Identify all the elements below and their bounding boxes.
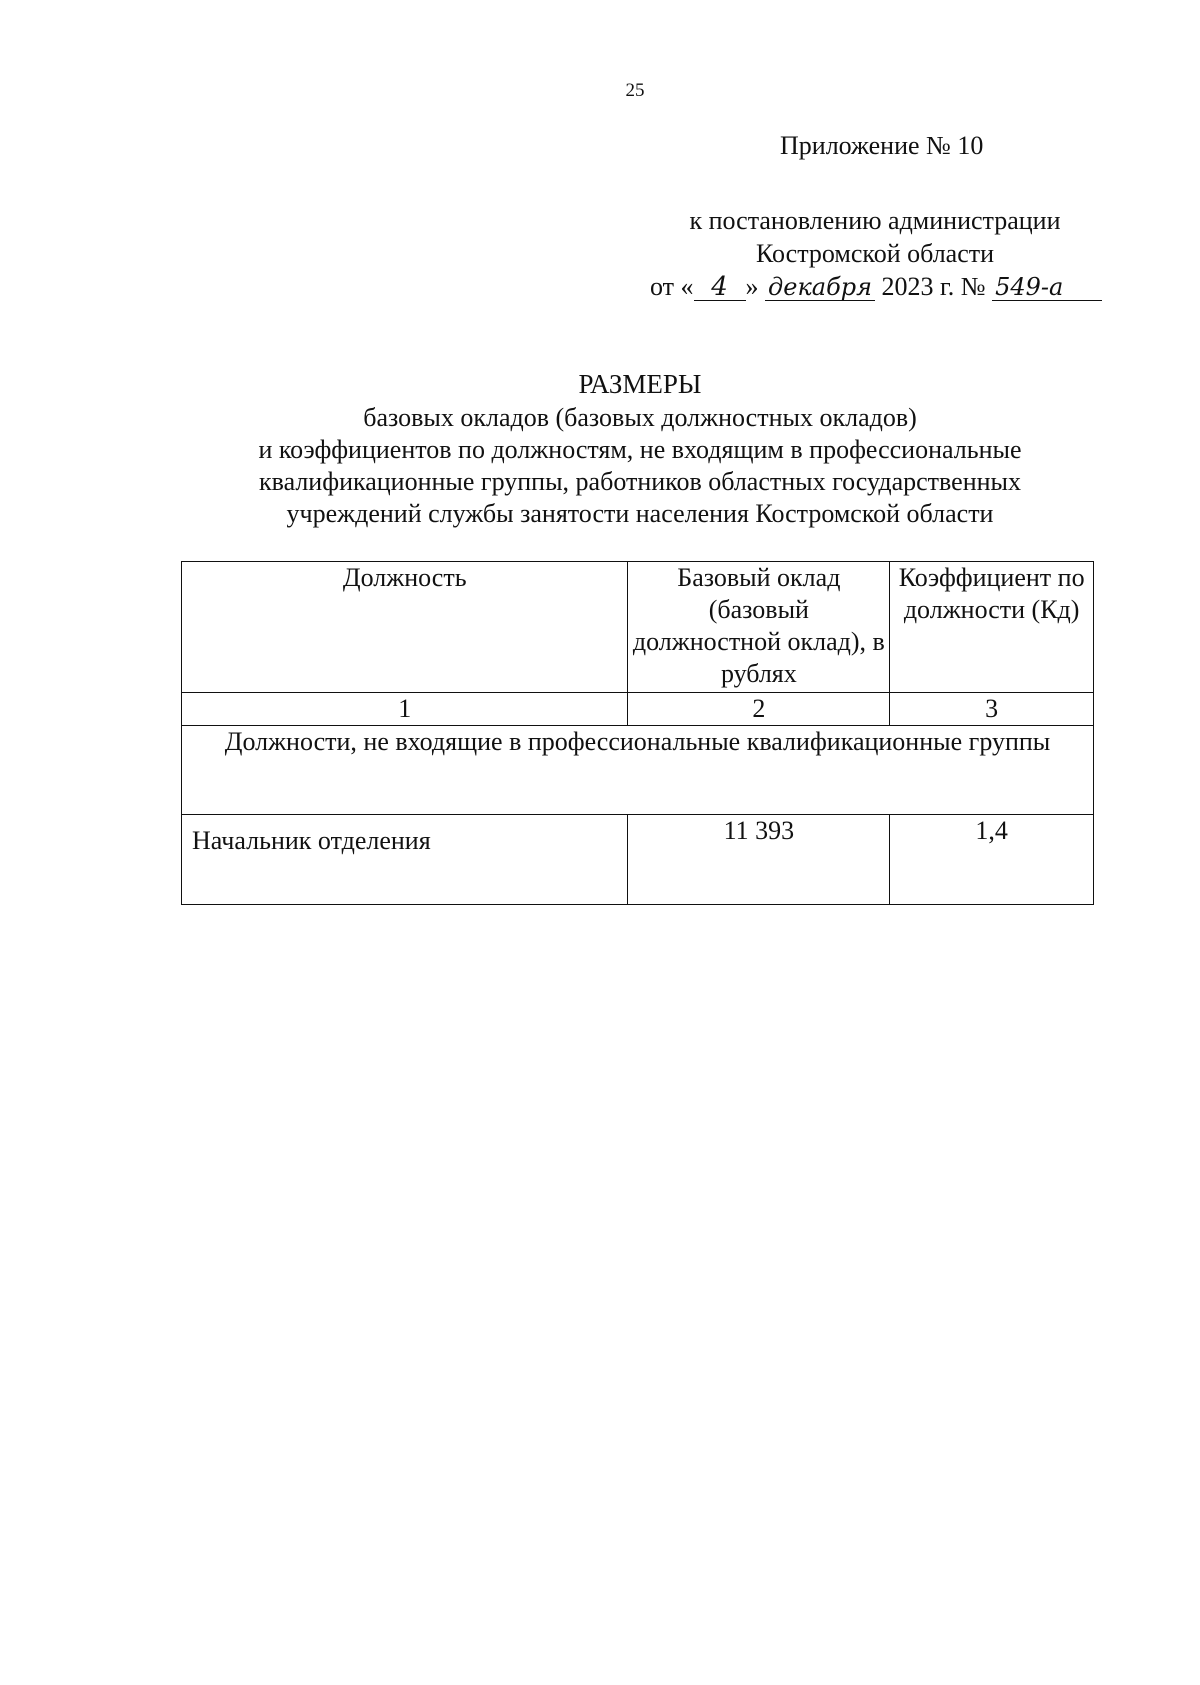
appendix-title: Приложение № 10	[780, 131, 984, 160]
group-label: Должности, не входящие в профессиональные квалификационные группы	[182, 726, 1094, 815]
date-mid: »	[745, 272, 759, 301]
title-line-4: учреждений службы занятости населения Костромской области	[286, 499, 994, 528]
page-number: 25	[625, 80, 645, 101]
decree-line-2: Костромской области	[755, 239, 995, 268]
table-header-row	[182, 562, 1094, 693]
cell-position: Начальник отделения	[182, 815, 628, 905]
header-position: Должность	[182, 562, 628, 693]
column-number: 1	[182, 693, 628, 726]
column-number: 3	[890, 693, 1094, 726]
decree-reference	[650, 204, 1100, 303]
column-number: 2	[628, 693, 890, 726]
handwritten-decree-number: 549-а	[992, 274, 1102, 301]
handwritten-month: декабря	[765, 274, 875, 301]
header-base-salary: Базовый оклад (базовый должностной оклад), в рублях	[628, 562, 890, 693]
cell-coefficient: 1,4	[890, 815, 1094, 905]
document-title	[180, 368, 1100, 530]
table-row	[182, 815, 1094, 905]
handwritten-day: 4	[694, 274, 746, 301]
date-prefix: от «	[650, 272, 694, 301]
column-number-row	[182, 693, 1094, 726]
title-line-3: квалификационные группы, работников областных государственных	[259, 467, 1021, 496]
decree-date-line	[650, 270, 1100, 303]
year-text: 2023 г. №	[881, 272, 986, 301]
title-line-1: базовых окладов (базовых должностных окладов)	[363, 403, 917, 432]
decree-line-1: к постановлению администрации	[689, 206, 1061, 235]
header-coefficient: Коэффициент по должности (Кд)	[890, 562, 1094, 693]
title-line-2: и коэффициентов по должностям, не входящим в профессиональные	[258, 435, 1022, 464]
salary-table	[181, 561, 1094, 905]
title-main: РАЗМЕРЫ	[578, 369, 702, 399]
cell-salary: 11 393	[628, 815, 890, 905]
group-row	[182, 726, 1094, 815]
